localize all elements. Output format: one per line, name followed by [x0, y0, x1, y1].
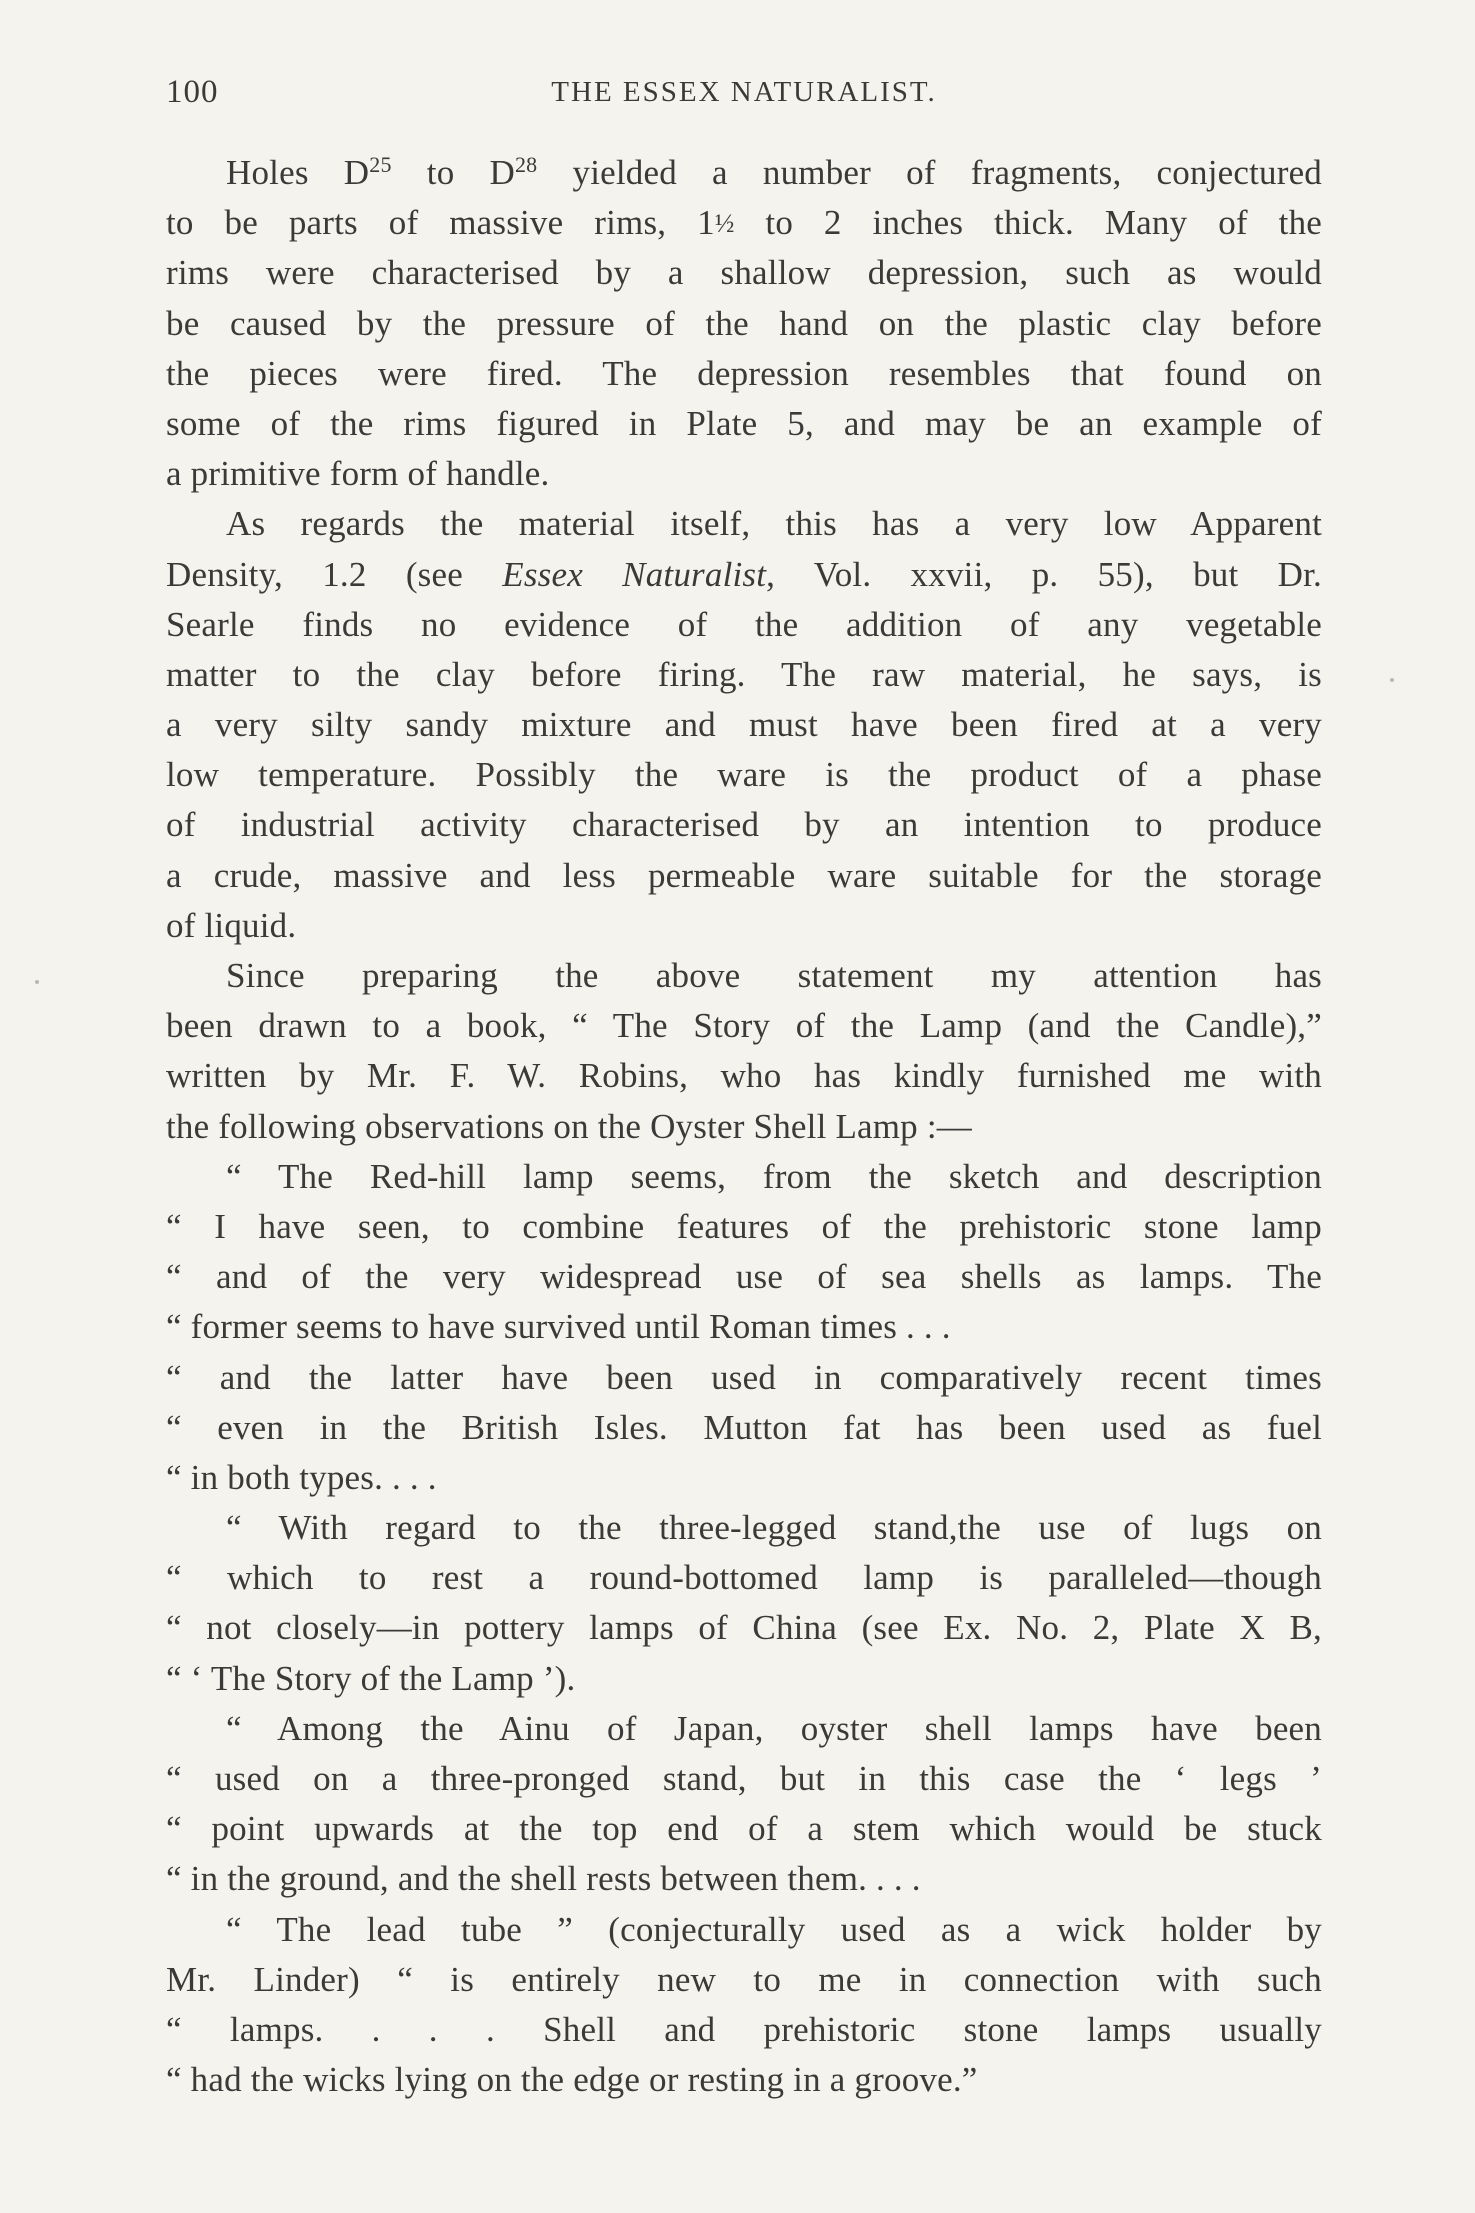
- text-line: low temperature. Possibly the ware is the product of a phase: [166, 755, 1322, 795]
- text-line: Holes $D^{25}$ to $D^{28}$ yielded a number of fragments, conjectured: [226, 152, 1323, 192]
- text-line: Since preparing the above statement my attention has: [226, 956, 1322, 995]
- text-line: been drawn to a book, “ The Story of the Lamp (and the Candle),”: [166, 1006, 1322, 1046]
- text-line: matter to the clay before firing. The raw material, he says, is: [166, 654, 1322, 694]
- text-line: Density, 1.2 (see Essex Naturalist, Vol. xxvii, p. 55), but Dr.: [166, 554, 1323, 594]
- text-line: “ former seems to have survived until Roman times . . .: [166, 1307, 951, 1347]
- text-line: the pieces were fired. The depression resembles that found on: [166, 353, 1322, 393]
- text-line: Mr. Linder) “ is entirely new to me in connection with such: [166, 1959, 1322, 1999]
- scan-speck: [1390, 678, 1394, 682]
- text-line: some of the rims figured in Plate 5, and may be an example of: [166, 403, 1322, 443]
- text-line: “ in the ground, and the shell rests between them. . . .: [166, 1859, 921, 1899]
- text-line: As regards the material itself, this has a very low Apparent: [226, 504, 1322, 544]
- text-line: “ in both types. . . .: [166, 1457, 437, 1497]
- text-line: Searle finds no evidence of the addition of any vegetable: [166, 604, 1322, 644]
- text-line: a primitive form of handle.: [166, 454, 550, 494]
- text-line: “ lamps. . . . Shell and prehistoric stone lamps usually: [166, 2009, 1322, 2049]
- text-line: “ even in the British Isles. Mutton fat has been used as fuel: [166, 1407, 1322, 1447]
- text-line: “ The lead tube ” (conjecturally used as a wick holder by: [226, 1909, 1322, 1949]
- text-line: of liquid.: [166, 905, 297, 945]
- text-line: written by Mr. F. W. Robins, who has kindly furnished me with: [166, 1056, 1322, 1096]
- text-line: “ ‘ The Story of the Lamp ’).: [166, 1658, 576, 1698]
- text-line: “ I have seen, to combine features of the prehistoric stone lamp: [166, 1206, 1322, 1246]
- page-header: [166, 74, 1322, 124]
- text-line: “ used on a three-pronged stand, but in this case the ‘ legs ’: [166, 1759, 1322, 1798]
- text-line: be caused by the pressure of the hand on the plastic clay before: [166, 303, 1322, 343]
- running-title: THE ESSEX NATURALIST.: [551, 76, 937, 108]
- text-line: “ point upwards at the top end of a stem which would be stuck: [166, 1809, 1322, 1849]
- scan-speck: [35, 980, 39, 984]
- text-line: “ not closely—in pottery lamps of China (see Ex. No. 2, Plate X B,: [166, 1608, 1322, 1648]
- text-line: the following observations on the Oyster Shell Lamp :—: [166, 1106, 972, 1146]
- body-text: [166, 148, 1322, 2105]
- text-line: “ The Red-hill lamp seems, from the sketch and description: [226, 1156, 1322, 1196]
- text-line: “ With regard to the three-legged stand,the use of lugs on: [226, 1508, 1322, 1548]
- text-line: “ had the wicks lying on the edge or resting in a groove.”: [166, 2060, 978, 2100]
- text-line: to be parts of massive rims, 1½ to 2 inches thick. Many of the: [166, 203, 1323, 243]
- text-line: “ which to rest a round-bottomed lamp is paralleled—though: [166, 1558, 1322, 1598]
- text-line: rims were characterised by a shallow depression, such as would: [166, 253, 1322, 293]
- page-number: 100: [166, 74, 219, 110]
- text-line: of industrial activity characterised by an intention to produce: [166, 805, 1322, 845]
- text-line: “ and of the very widespread use of sea shells as lamps. The: [166, 1257, 1322, 1297]
- text-line: a crude, massive and less permeable ware suitable for the storage: [166, 855, 1322, 895]
- text-line: a very silty sandy mixture and must have been fired at a very: [166, 705, 1322, 745]
- text-line: “ and the latter have been used in comparatively recent times: [166, 1357, 1322, 1397]
- text-line: “ Among the Ainu of Japan, oyster shell lamps have been: [226, 1708, 1322, 1748]
